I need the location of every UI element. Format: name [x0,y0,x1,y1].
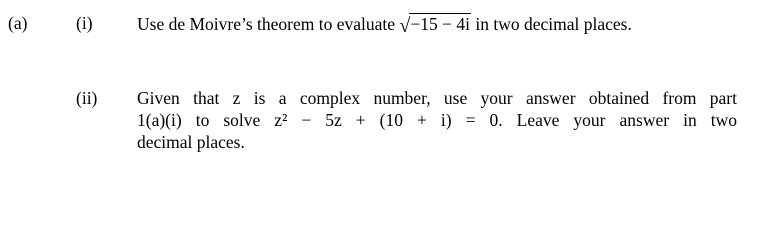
radicand: −15 − 4i [410,14,471,34]
subpart-i-text [137,13,632,36]
square-root-expression [399,13,471,36]
subpart-i-text-after: in two decimal places. [471,14,632,34]
subpart-i-text-before: Use de Moivre’s theorem to evaluate [137,14,400,34]
subpart-ii-line-3: decimal places. [137,132,245,152]
subpart-ii-line-2: 1(a)(i) to solve z² − 5z + (10 + i) = 0. Leave your answer in two [137,110,737,130]
subpart-ii-line-1: Given that z is a complex number, use your answer obtained from part [137,88,737,108]
subpart-ii-label: (ii) [76,88,98,108]
radical-sign: √ [399,15,411,37]
part-label: (a) [8,13,28,33]
subpart-i-label: (i) [76,13,93,33]
